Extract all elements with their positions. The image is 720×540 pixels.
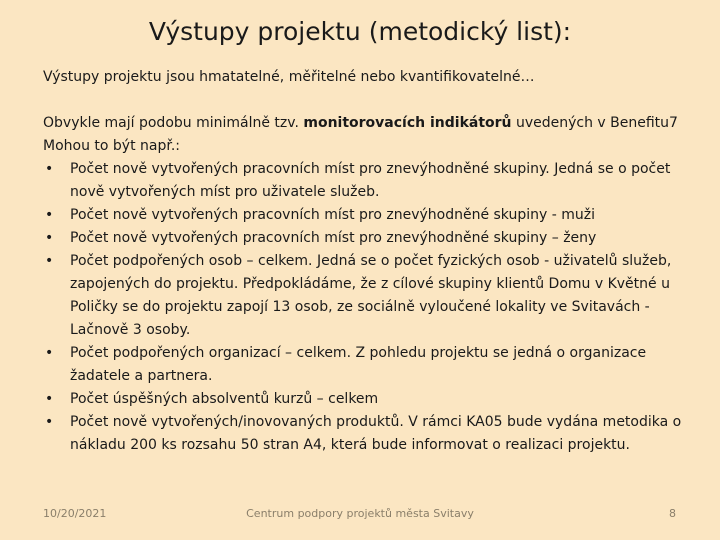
footer-organization: Centrum podpory projektů města Svitavy: [246, 507, 474, 520]
list-item-text: Počet podpořených organizací – celkem. Z pohledu projektu se jedná o organizace žadatele a partnera.: [70, 345, 647, 384]
bullet-icon: •: [45, 345, 54, 361]
indicators-line-end: uvedených v Benefitu7: [511, 115, 678, 131]
list-item: [43, 388, 693, 411]
bullet-icon: •: [45, 414, 54, 430]
indicators-line: [43, 112, 693, 135]
indicators-line-start: Obvykle mají podobu minimálně tzv.: [43, 115, 304, 131]
examples-intro: Mohou to být např.:: [43, 138, 180, 154]
intro-text: Výstupy projektu jsou hmatatelné, měřitelné nebo kvantifikovatelné…: [43, 69, 535, 85]
bullet-icon: •: [45, 207, 54, 223]
list-item: [43, 158, 693, 204]
list-item: [43, 411, 693, 457]
indicators-bold: monitorovacích indikátorů: [303, 115, 512, 131]
page-number: 8: [669, 507, 676, 520]
bullet-icon: •: [45, 253, 54, 269]
bullet-icon: •: [45, 391, 54, 407]
bullet-icon: •: [45, 230, 54, 246]
list-item: [43, 250, 693, 342]
list-item-text: Počet nově vytvořených pracovních míst pro znevýhodněné skupiny – ženy: [70, 230, 597, 246]
list-item: [43, 227, 693, 250]
list-item-text: Počet nově vytvořených pracovních míst pro znevýhodněné skupiny - muži: [70, 207, 595, 223]
slide-title: Výstupy projektu (metodický list):: [148, 17, 572, 46]
list-item: [43, 342, 693, 388]
indicator-list: [43, 158, 693, 457]
footer-date: 10/20/2021: [43, 507, 107, 520]
slide-content: [43, 66, 693, 457]
list-item-text: Počet nově vytvořených pracovních míst pro znevýhodněné skupiny. Jedná se o počet nově vytvořených míst pro uživatele služeb.: [70, 161, 671, 200]
bullet-icon: •: [45, 161, 54, 177]
list-item-text: Počet podpořených osob – celkem. Jedná se o počet fyzických osob - uživatelů služeb, zapojených do projektu. Předpokládáme, že z cílové skupiny klientů Domu v Květné u Poličky se do projektu zapojí 13 osob, ze sociálně vyloučené lokality ve Svitavách - Lačnově 3 osoby.: [70, 253, 672, 338]
list-item: [43, 204, 693, 227]
list-item-text: Počet nově vytvořených/inovovaných produktů. V rámci KA05 bude vydána metodika o nákladu 200 ks rozsahu 50 stran A4, která bude informovat o realizaci projektu.: [70, 414, 682, 453]
list-item-text: Počet úspěšných absolventů kurzů – celkem: [70, 391, 379, 407]
